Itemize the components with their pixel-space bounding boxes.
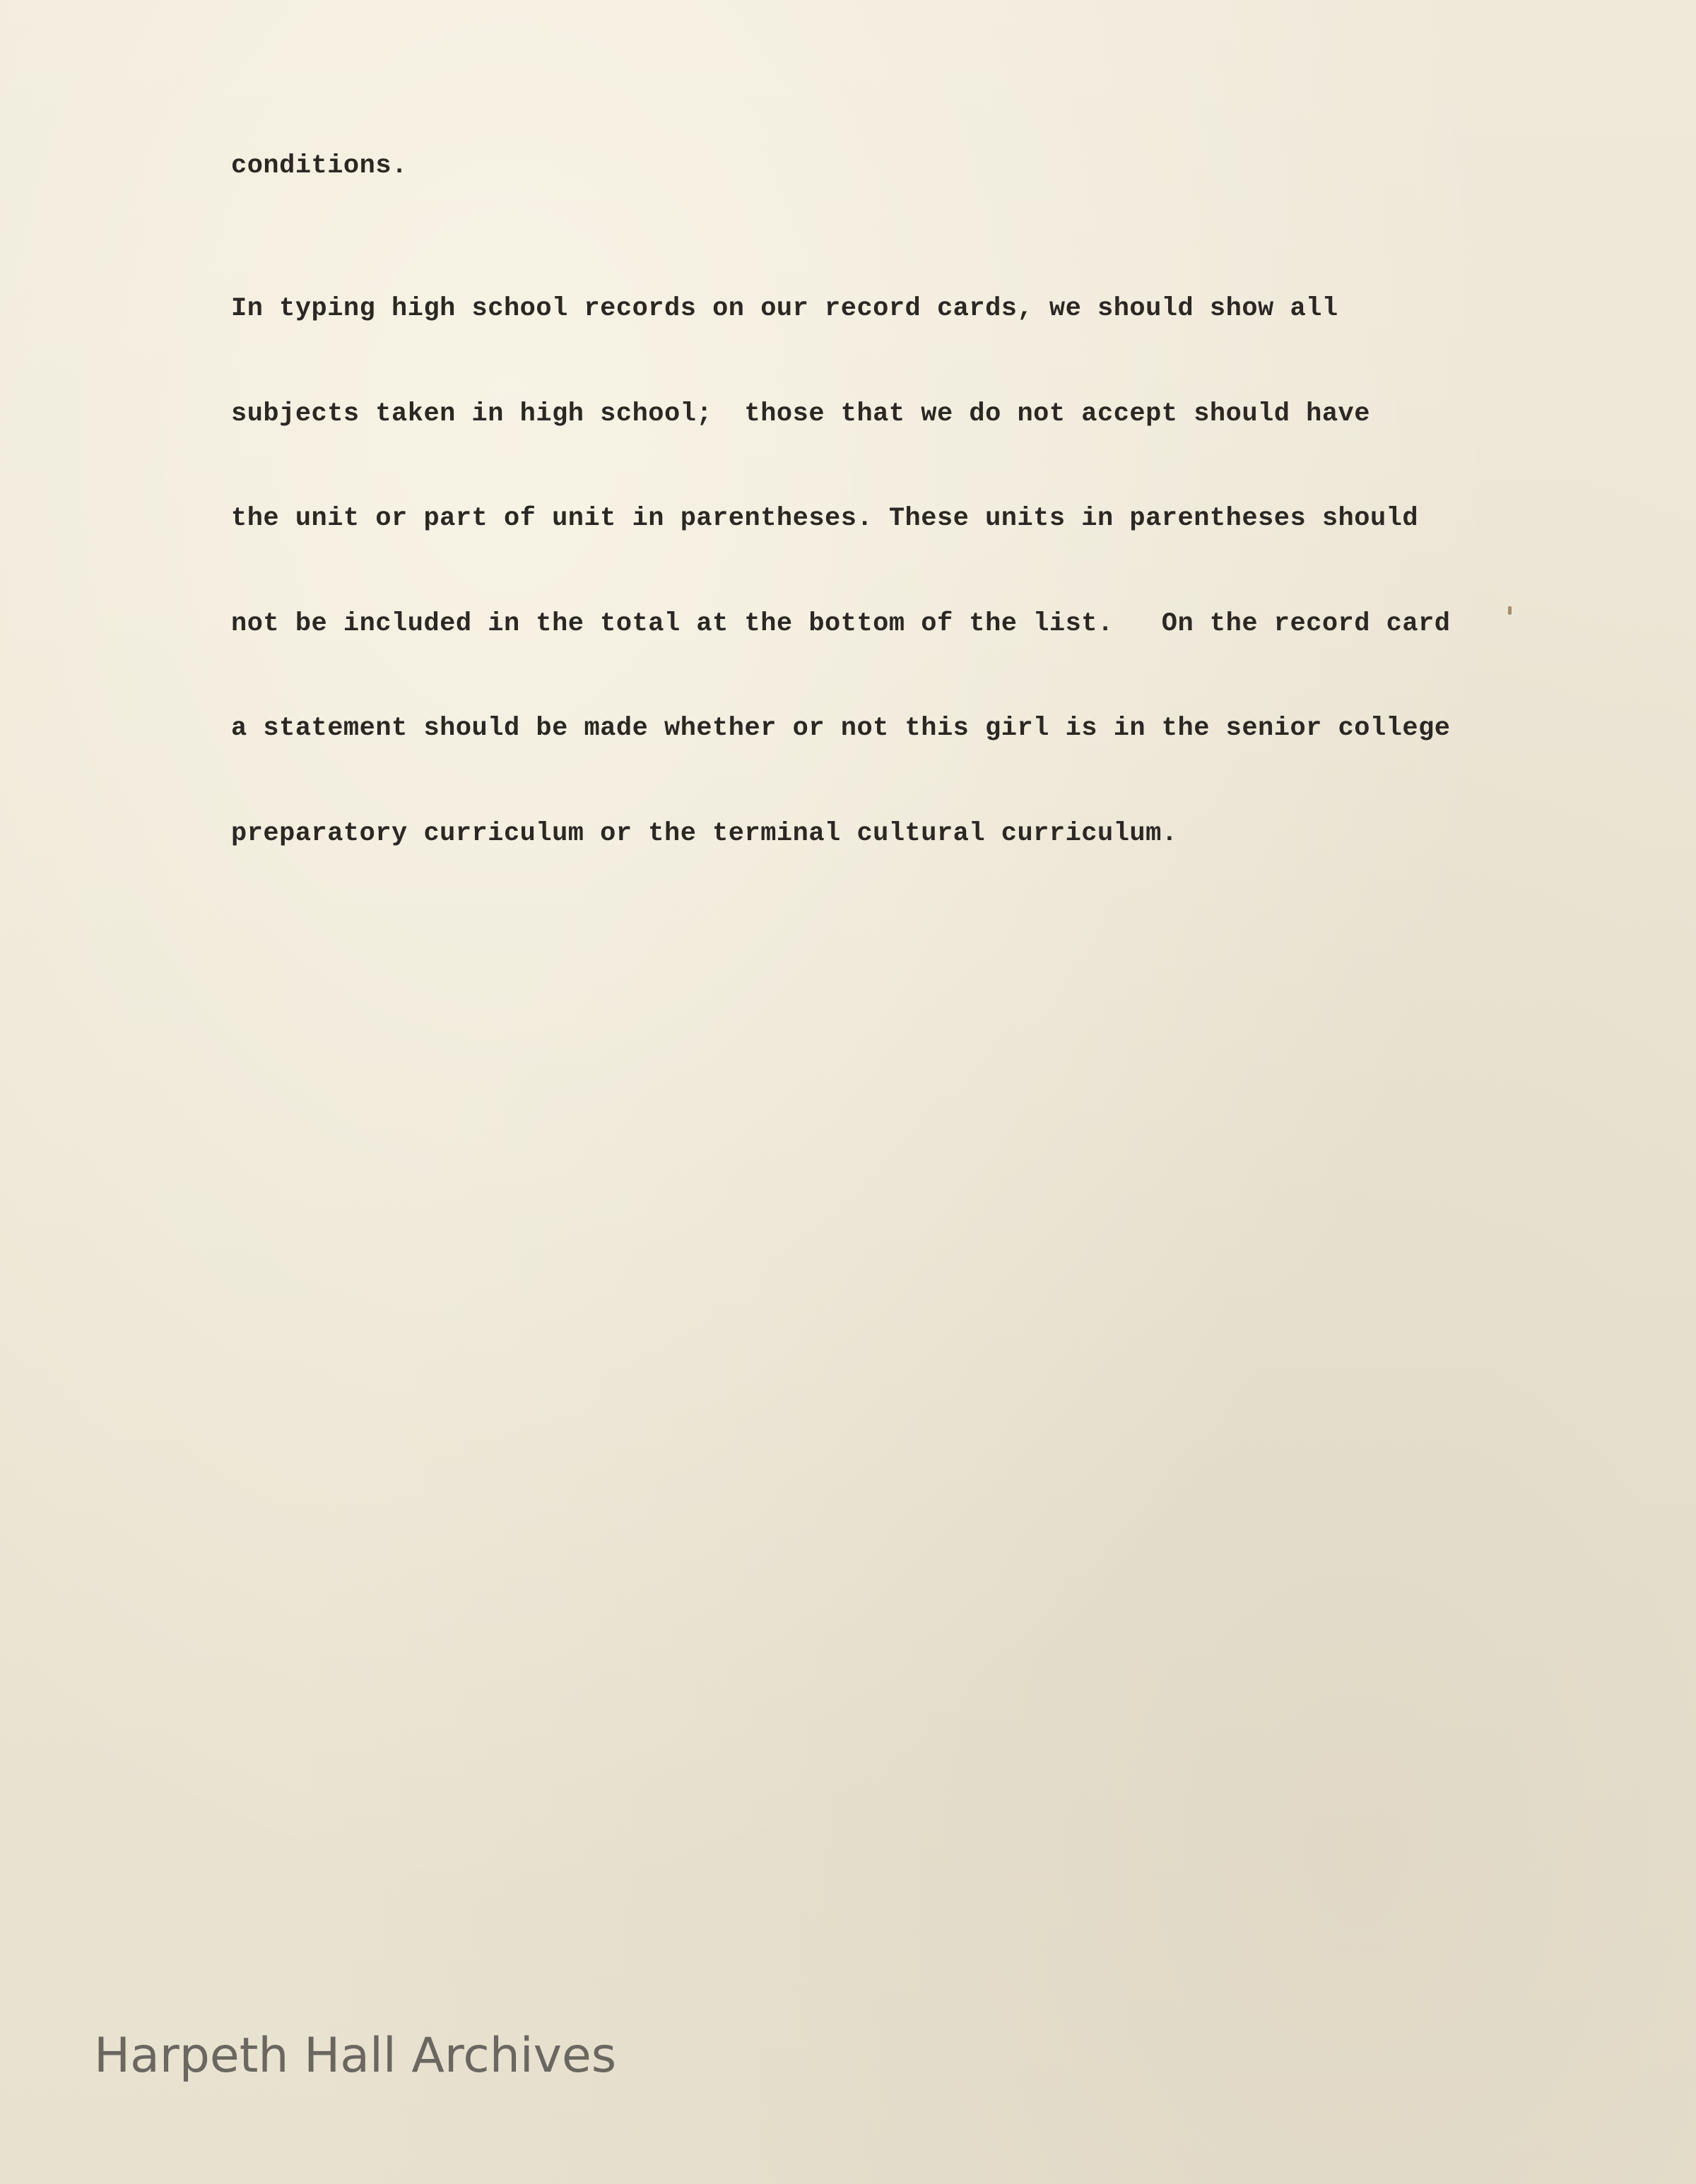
paragraph-line-1: In typing high school records on our record cards, we should show all <box>231 294 1338 324</box>
paragraph-line-6: preparatory curriculum or the terminal cultural curriculum. <box>231 818 1178 849</box>
paragraph-line-3: the unit or part of unit in parentheses. These units in parentheses should <box>231 504 1419 533</box>
archive-watermark: Harpeth Hall Archives <box>94 2028 617 2084</box>
paragraph-line-4: not be included in the total at the bottom of the list. On the record card <box>231 608 1451 639</box>
continuation-line: conditions. <box>231 151 408 181</box>
paper-speck <box>1508 606 1512 615</box>
paragraph-line-5: a statement should be made whether or not this girl is in the senior college <box>231 714 1451 743</box>
body-paragraph <box>231 222 1450 921</box>
paragraph-line-2: subjects taken in high school; those that we do not accept should have <box>231 399 1370 429</box>
